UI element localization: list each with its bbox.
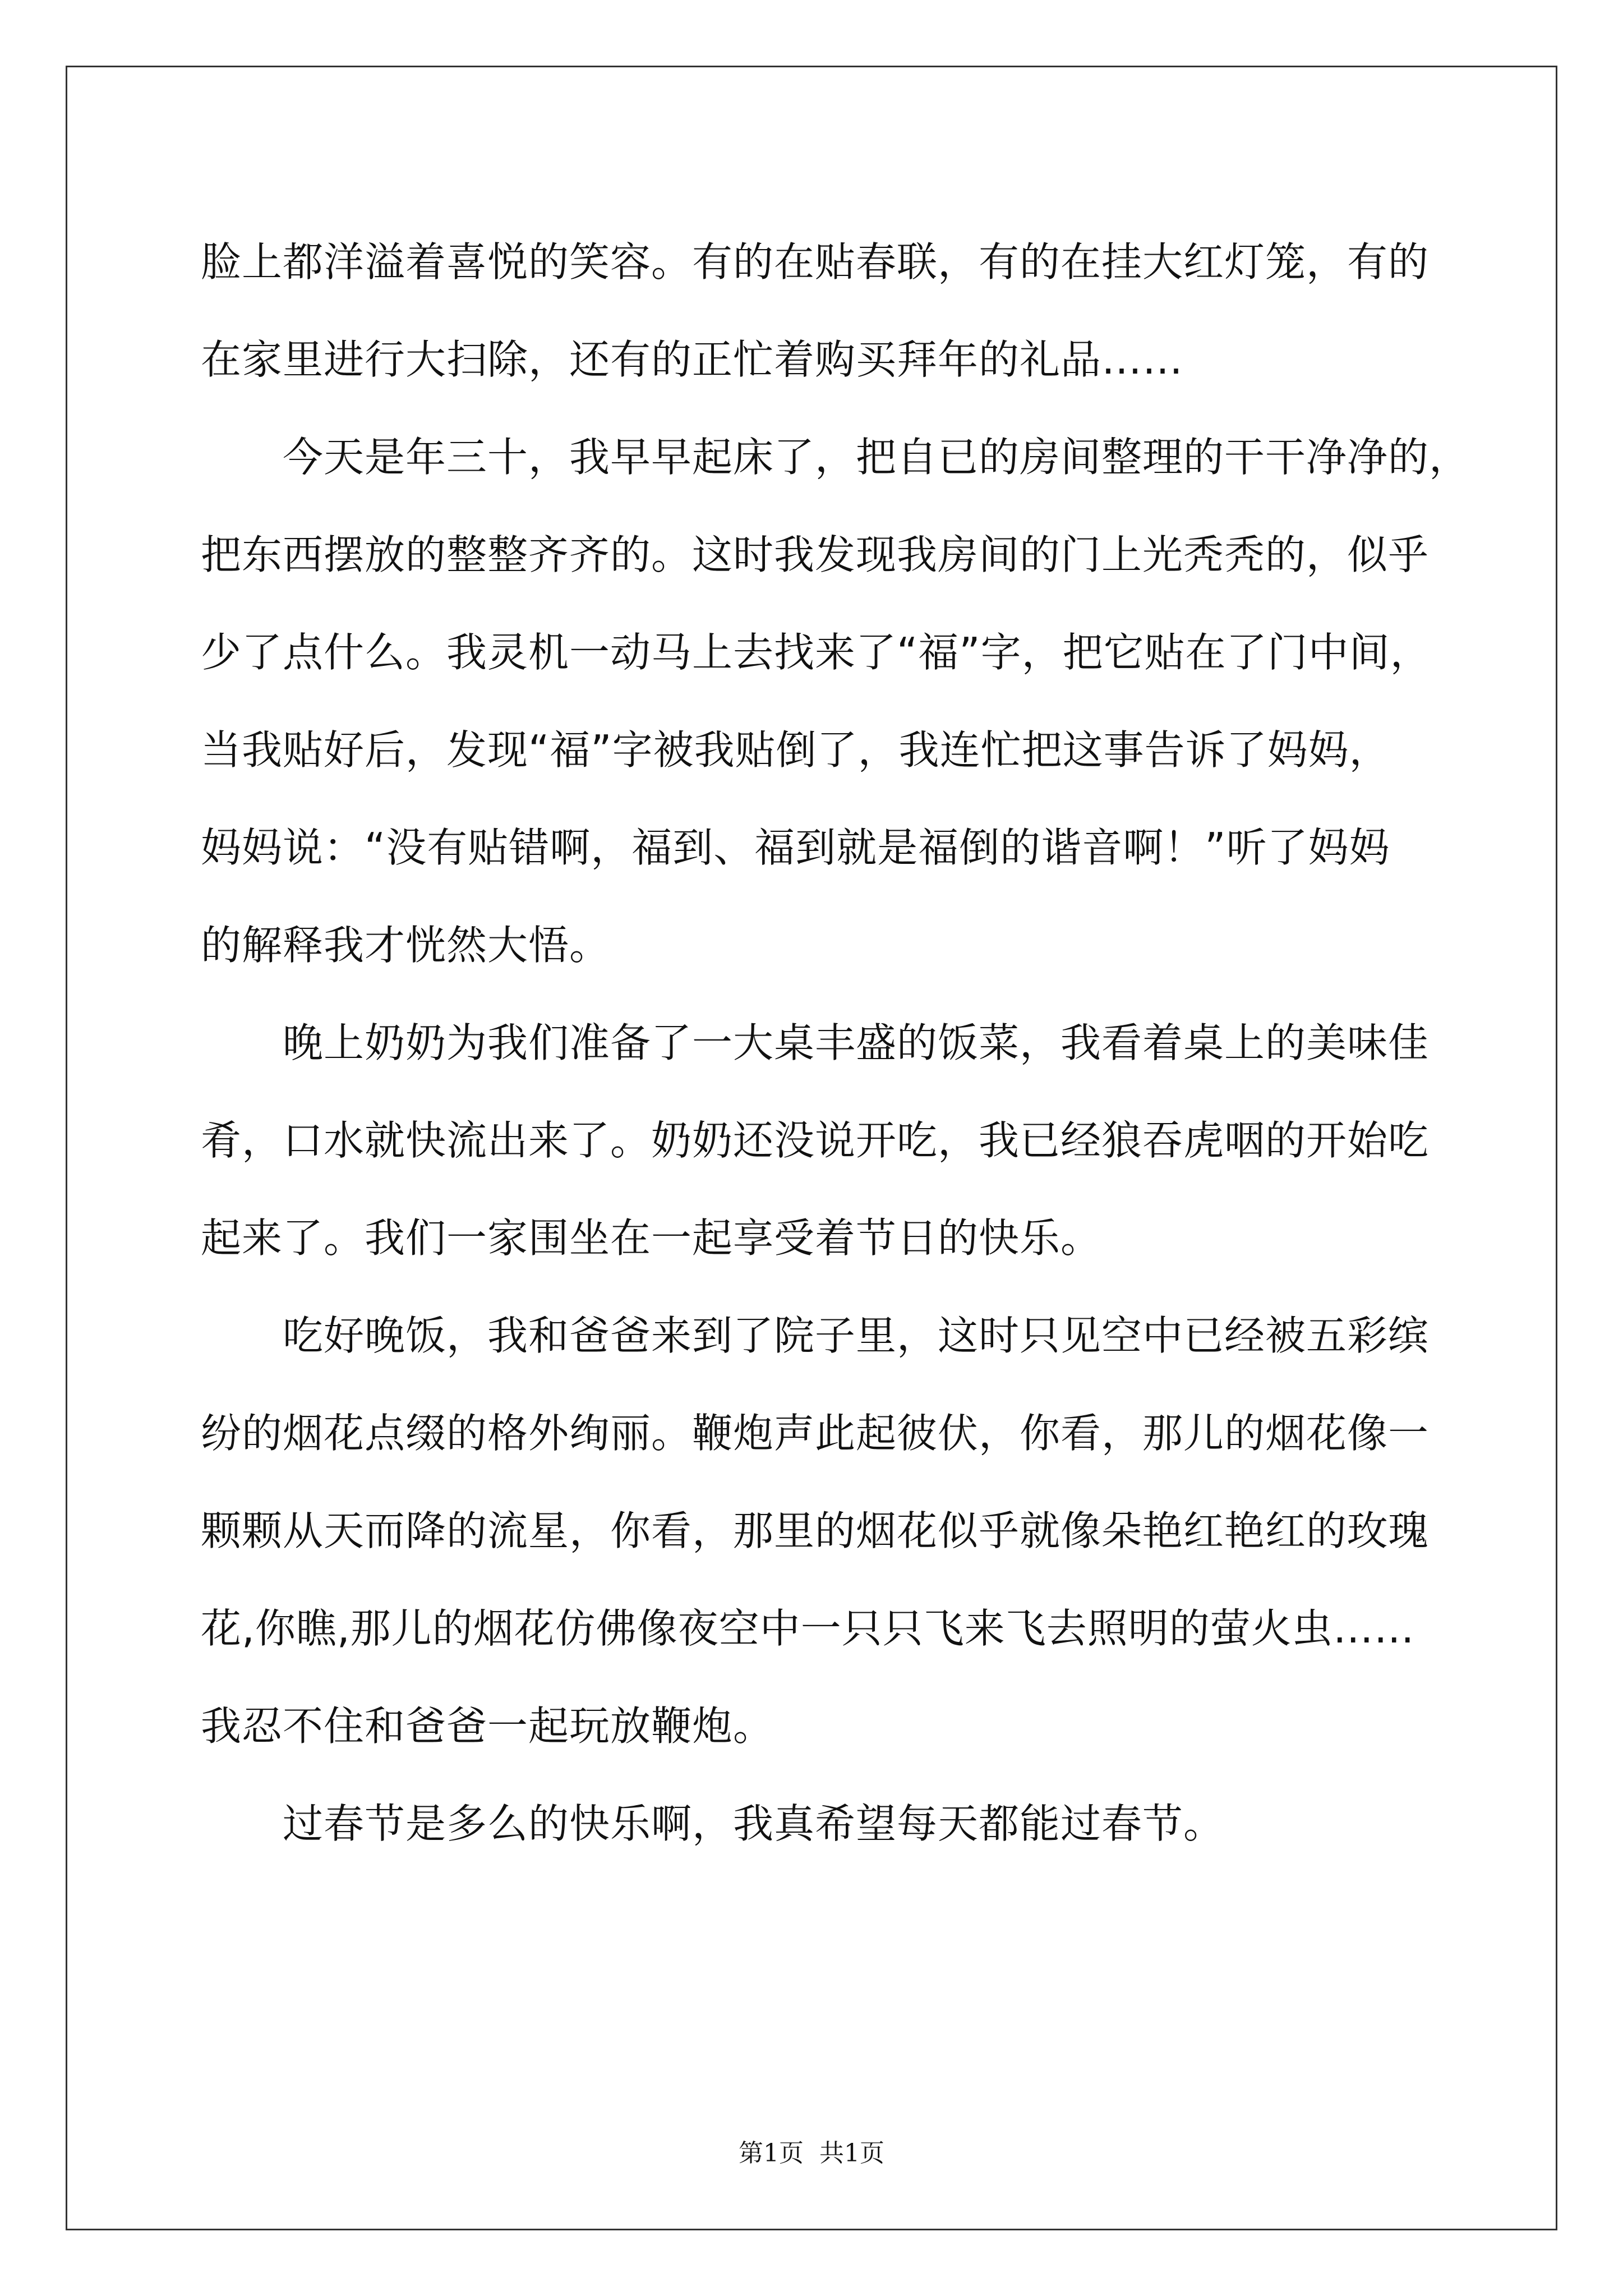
text-line: 纷的烟花点缀的格外绚丽。鞭炮声此起彼伏，你看，那儿的烟花像一 [201,1410,1430,1457]
text-line: 肴，口水就快流出来了。奶奶还没说开吃，我已经狼吞虎咽的开始吃 [201,1117,1430,1164]
document-body [201,213,1470,1872]
text-line: 花,你瞧,那儿的烟花仿佛像夜空中一只只飞来飞去照明的萤火虫…… [201,1605,1415,1652]
text-line: 我忍不住和爸爸一起玩放鞭炮。 [201,1703,774,1750]
page-number: 第1页 [739,2139,804,2168]
text-line: 今天是年三十，我早早起床了，把自已的房间整理的干干净净的， [201,434,1470,481]
text-line: 脸上都洋溢着喜悦的笑容。有的在贴春联，有的在挂大红灯笼，有的 [201,238,1430,286]
text-line: 吃好晚饭，我和爸爸来到了院子里，这时只见空中已经被五彩缤 [201,1312,1430,1359]
text-line: 晚上奶奶为我们准备了一大桌丰盛的饭菜，我看着桌上的美味佳 [201,1019,1430,1066]
text-line: 妈妈说：“没有贴错啊，福到、福到就是福倒的谐音啊！”听了妈妈 [201,824,1390,871]
text-line: 把东西摆放的整整齐齐的。这时我发现我房间的门上光秃秃的，似乎 [201,531,1430,578]
text-line: 起来了。我们一家围坐在一起享受着节日的快乐。 [201,1214,1102,1262]
text-line: 过春节是多么的快乐啊，我真希望每天都能过春节。 [201,1800,1225,1847]
text-line: 少了点什么。我灵机一动马上去找来了“福”字，把它贴在了门中间， [201,629,1431,676]
text-line: 颗颗从天而降的流星，你看，那里的烟花似乎就像朵艳红艳红的玫瑰 [201,1507,1430,1554]
page-total: 共1页 [819,2139,884,2168]
text-line: 在家里进行大扫除，还有的正忙着购买拜年的礼品…… [201,336,1184,383]
page-footer [0,2133,1623,2169]
text-line: 当我贴好后，发现“福”字被我贴倒了，我连忙把这事告诉了妈妈， [201,726,1390,774]
text-line: 的解释我才恍然大悟。 [201,922,611,969]
